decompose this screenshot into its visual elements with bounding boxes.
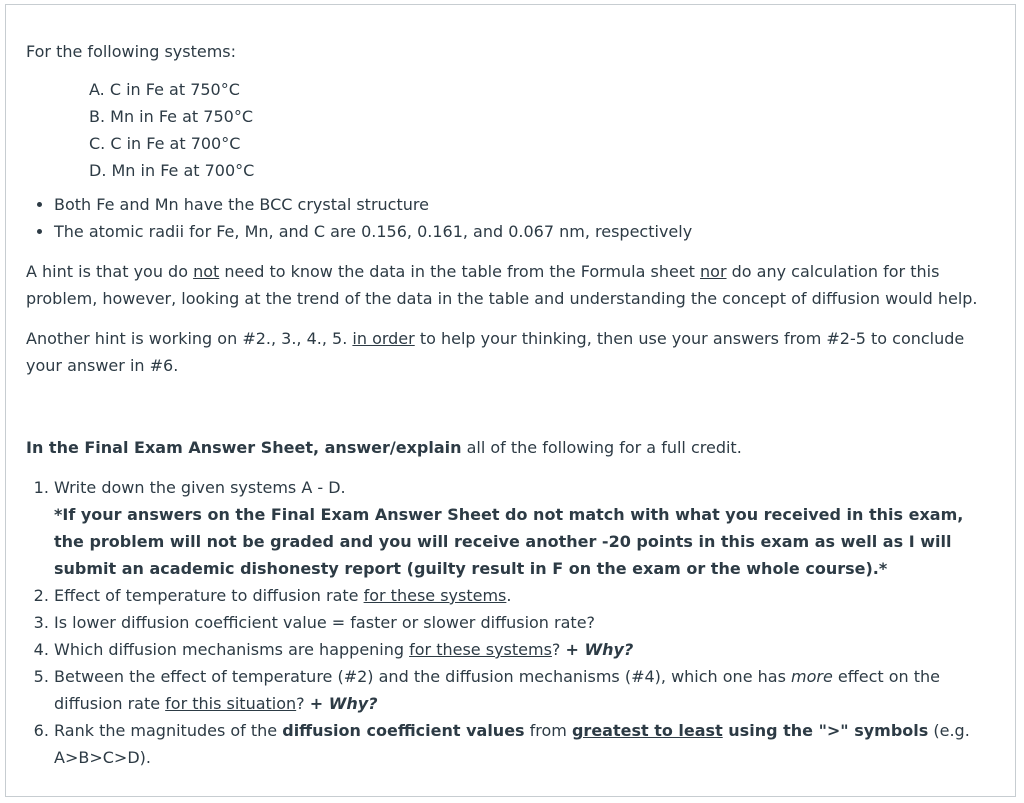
- hint1-underline-nor: nor: [700, 262, 727, 281]
- question-5-underline: for this situation: [165, 694, 297, 713]
- fact-item-crystal-structure: • Both Fe and Mn have the BCC crystal structure: [54, 191, 996, 218]
- question-6-bold-1: diffusion coefficient values: [282, 721, 525, 740]
- question-1-warning: *If your answers on the Final Exam Answer Sheet do not match with what you received in this exam, the problem will not be graded and you will receive another -20 points in this exam as well as I will submit an academic dishonesty report (guilty result in F on the exam or the whole course).*: [54, 505, 964, 578]
- question-5-text-1: Between the effect of temperature (#2) and the diffusion mechanisms (#4), which one has: [54, 667, 791, 686]
- question-item-2: [54, 582, 996, 609]
- questions-list: [26, 474, 996, 771]
- hint2-text-2: to help your thinking, then use your answers from #2-5 to conclude your answer in #6.: [26, 329, 965, 375]
- system-item-d: D. Mn in Fe at 700°C: [89, 161, 255, 180]
- system-item-a: A. C in Fe at 750°C: [89, 80, 240, 99]
- hint-paragraph-1: [26, 258, 996, 312]
- systems-list: [26, 76, 996, 184]
- question-6-text-2: from: [524, 721, 572, 740]
- question-item-1: [54, 474, 996, 582]
- intro-text: For the following systems:: [26, 42, 237, 61]
- hint1-text-3: do any calculation for this problem, however, looking at the trend of the data in the table and understanding the concept of diffusion would help.: [26, 262, 978, 308]
- facts-list: [26, 191, 996, 245]
- question-6-text-3: (e.g. A>B>C>D).: [54, 721, 970, 767]
- question-6-bold-2: using the ">" symbols: [722, 721, 929, 740]
- hint2-text-1: Another hint is working on #2., 3., 4., 5.: [26, 329, 353, 348]
- question-6-text-1: Rank the magnitudes of the: [54, 721, 283, 740]
- question-5-why: + Why?: [309, 694, 378, 713]
- hint1-underline-not: not: [193, 262, 220, 281]
- question-4-why: + Why?: [565, 640, 634, 659]
- question-2-text: Effect of temperature to diffusion rate: [54, 586, 364, 605]
- hint1-text-2: need to know the data in the table from the Formula sheet: [219, 262, 701, 281]
- system-item-b: B. Mn in Fe at 750°C: [89, 107, 253, 126]
- question-4-text: Which diffusion mechanisms are happening: [54, 640, 410, 659]
- fact-item-atomic-radii: • The atomic radii for Fe, Mn, and C are 0.156, 0.161, and 0.067 nm, respectively: [54, 218, 996, 245]
- question-2-underline: for these systems: [363, 586, 507, 605]
- question-2-end: .: [506, 586, 512, 605]
- question-item-4: [54, 636, 996, 663]
- question-6-underline: greatest to least: [571, 721, 723, 740]
- hint2-underline-in-order: in order: [352, 329, 415, 348]
- question-item-6: [54, 717, 996, 771]
- system-item-c: C. C in Fe at 700°C: [89, 134, 241, 153]
- question-5-text-2: effect on the diffusion rate: [54, 667, 941, 713]
- instructions-paragraph: [26, 434, 996, 461]
- question-5-end: ?: [296, 694, 310, 713]
- question-item-5: [54, 663, 996, 717]
- question-5-more: more: [790, 667, 833, 686]
- hint-paragraph-2: [26, 325, 996, 379]
- question-item-3: [54, 609, 996, 636]
- instructions-rest: all of the following for a full credit.: [461, 438, 742, 457]
- instructions-bold: In the Final Exam Answer Sheet, answer/explain: [26, 438, 462, 457]
- question-content: [26, 38, 996, 771]
- question-1-text: Write down the given systems A - D.: [54, 478, 346, 497]
- question-4-underline: for these systems: [409, 640, 552, 659]
- question-4-end: ?: [551, 640, 566, 659]
- hint1-text-1: A hint is that you do: [26, 262, 194, 281]
- question-3-text: Is lower diffusion coefficient value = faster or slower diffusion rate?: [54, 613, 596, 632]
